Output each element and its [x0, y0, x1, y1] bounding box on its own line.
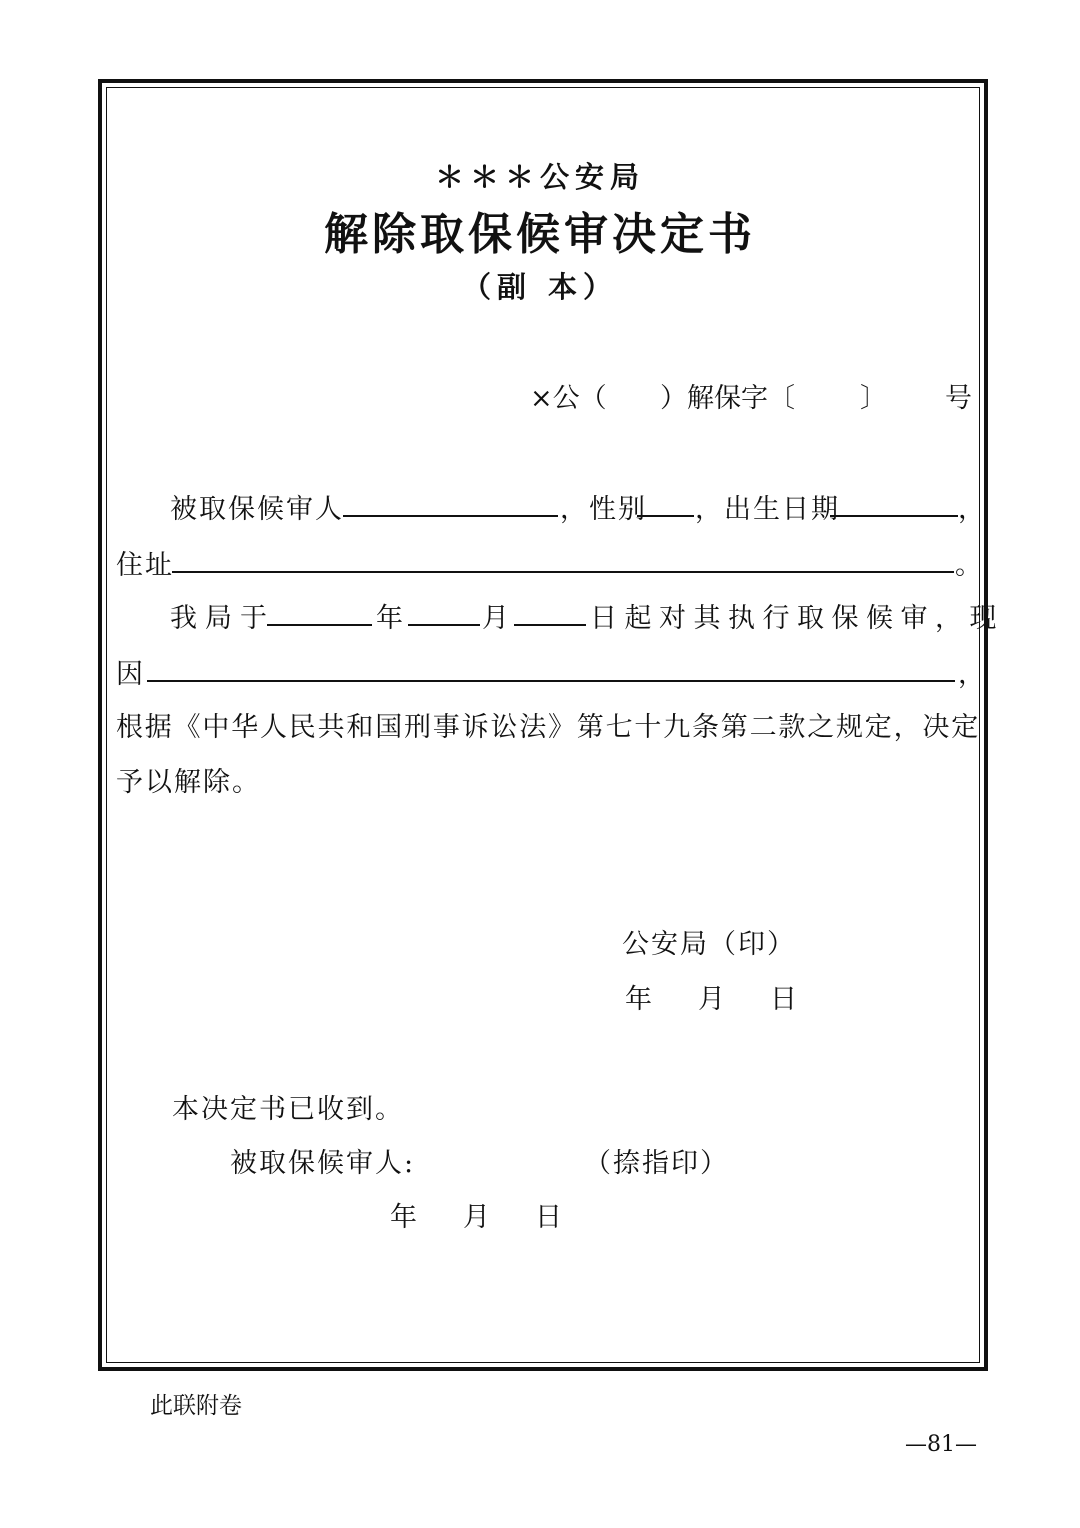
doc-number-middle: ）解保字〔: [660, 383, 795, 414]
birth-label: ，出生日期: [695, 494, 840, 525]
person-name-blank[interactable]: [343, 515, 558, 517]
month-label: 月: [482, 603, 511, 634]
comma-2: ，: [958, 659, 987, 690]
person-label: 被取保候审人: [170, 494, 344, 525]
page-number: —81—: [905, 1432, 977, 1457]
start-month-blank[interactable]: [408, 624, 480, 626]
archive-note: 此联附卷: [150, 1393, 242, 1419]
receipt-year-label: 年: [390, 1202, 419, 1233]
copy-label: （副 本）: [461, 270, 619, 304]
decision-text: 予以解除。: [116, 767, 261, 798]
agency-name: ＊＊＊公安局: [434, 160, 645, 194]
birth-date-blank[interactable]: [830, 515, 958, 517]
doc-number-suffix: 号: [945, 383, 972, 414]
reason-blank[interactable]: [147, 680, 955, 682]
because-label: 因: [116, 659, 145, 690]
fingerprint-label: （捺指印）: [584, 1148, 729, 1179]
we-on-label: 我局于: [170, 603, 275, 634]
doc-number-bracket-close: 〕: [860, 383, 887, 414]
start-day-blank[interactable]: [514, 624, 586, 626]
doc-number-prefix: ×公（: [530, 383, 607, 414]
start-year-blank[interactable]: [267, 624, 372, 626]
law-basis-text: 根据《中华人民共和国刑事诉讼法》第七十九条第二款之规定，决定: [116, 712, 980, 743]
received-text: 本决定书已收到。: [172, 1094, 404, 1125]
sign-month-label: 月: [698, 984, 727, 1015]
receipt-month-label: 月: [463, 1202, 492, 1233]
year-label: 年: [376, 603, 405, 634]
receipt-person-label: 被取保候审人:: [230, 1148, 416, 1179]
comma-1: ，: [958, 494, 987, 525]
sign-day-label: 日: [770, 984, 799, 1015]
gender-blank[interactable]: [637, 515, 694, 517]
document-title: 解除取保候审决定书: [324, 209, 756, 260]
seal-label: 公安局（印）: [622, 929, 796, 960]
address-blank[interactable]: [172, 571, 954, 573]
receipt-day-label: 日: [535, 1202, 564, 1233]
sign-year-label: 年: [625, 984, 654, 1015]
gender-label: ，性别: [560, 494, 647, 525]
day-from-label: 日起对其执行取保候审，现: [590, 603, 1004, 634]
period-1: 。: [955, 550, 984, 581]
address-label: 住址: [116, 550, 174, 581]
